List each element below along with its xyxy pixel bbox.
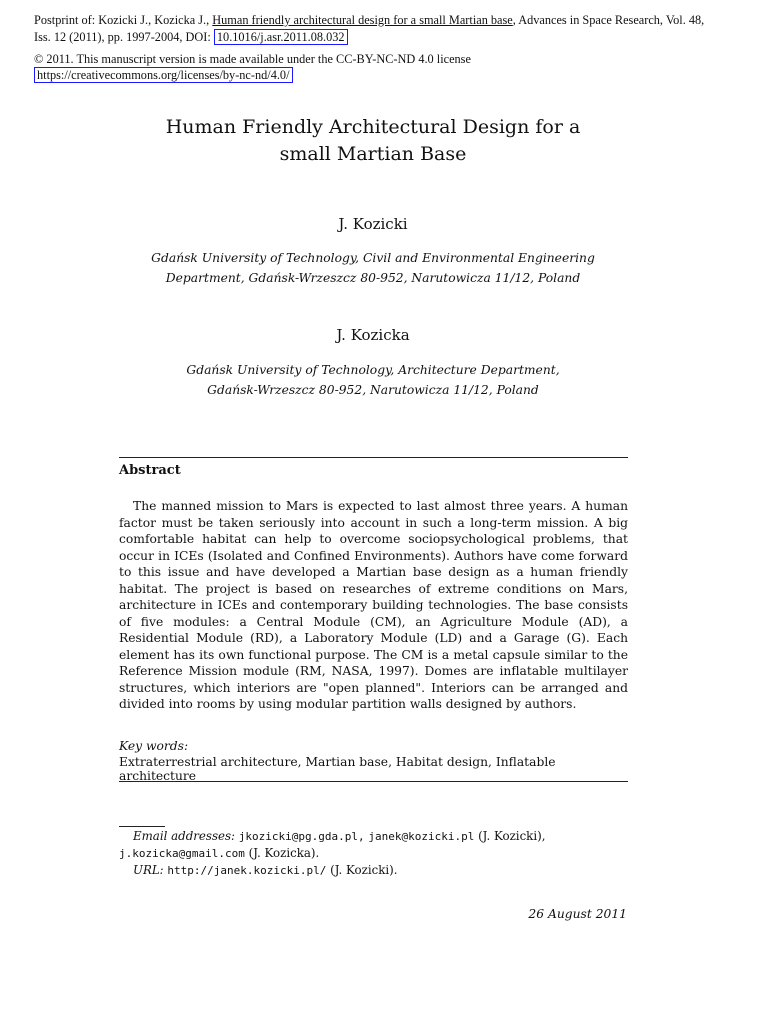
url-owner: (J. Kozicki). (330, 863, 398, 877)
email-link[interactable]: j.kozicka@gmail.com (119, 847, 245, 860)
keywords-label: Key words: (119, 739, 189, 753)
affiliation-line-2: Department, Gdańsk-Wrzeszcz 80-952, Narutowicza 11/12, Poland (165, 271, 581, 285)
email-owner: (J. Kozicka). (248, 846, 320, 860)
postprint-prefix: Postprint of: Kozicki J., Kozicka J., (34, 13, 213, 27)
title-line-2: small Martian Base (279, 143, 467, 165)
keywords: Extraterrestrial architecture, Martian base, Habitat design, Inflatable architecture (119, 755, 556, 783)
author-name: J. Kozicka (336, 326, 410, 344)
author-affiliation (0, 360, 746, 400)
email-link[interactable]: janek@kozicki.pl (368, 830, 475, 843)
postprint-note (34, 12, 749, 46)
homepage-link[interactable]: http://janek.kozicki.pl/ (167, 864, 327, 877)
author-affiliation (0, 248, 746, 288)
affiliation-line-2: Gdańsk-Wrzeszcz 80-952, Narutowicza 11/12, Poland (207, 383, 539, 397)
license-url-link[interactable]: https://creativecommons.org/licenses/by-nc-nd/4.0/ (34, 67, 293, 83)
footnote-rule (119, 826, 165, 827)
title-line-1: Human Friendly Architectural Design for a (165, 116, 581, 138)
email-owner: (J. Kozicki), (478, 829, 546, 843)
abstract-heading: Abstract (119, 463, 181, 478)
author-name: J. Kozicki (338, 215, 408, 233)
affiliation-line-1: Gdańsk University of Technology, Architecture Department, (186, 363, 560, 377)
email-link[interactable]: jkozicki@pg.gda.pl, (238, 830, 365, 843)
abstract-bottom-rule (119, 781, 628, 782)
license-text: © 2011. This manuscript version is made available under the CC-BY-NC-ND 4.0 license (34, 52, 471, 66)
footnote (119, 828, 639, 879)
license-note (34, 51, 734, 83)
email-label: Email addresses: (133, 829, 236, 843)
paper-title (100, 114, 646, 168)
abstract-text: The manned mission to Mars is expected to last almost three years. A human factor must be taken seriously into account in such a long-term mission. A big comfortable habitat can help to overcome sociopsychological problems, that occur in ICEs (Isolated and Confined Environments). Authors have come forward to this issue and have developed a Martian base design as a human friendly habitat. The project is based on researches of extreme conditions on Mars, architecture in ICEs and contemporary building technologies. The base consists of five modules: a Central Module (CM), an Agriculture Module (AD), a Residential Module (RD), a Laboratory Module (LD) and a Garage (G). Each element has its own functional purpose. The CM is a metal capsule similar to the Reference Mission module (RM, NASA, 1997). Domes are inflatable multilayer structures, which interiors are "open planned". Interiors can be arranged and divided into rooms by using modular partition walls designed by authors. (119, 499, 628, 711)
url-label: URL: (133, 863, 164, 877)
abstract-top-rule (119, 457, 628, 458)
postprint-issue: Iss. 12 (2011), pp. 1997-2004, DOI: (34, 30, 214, 44)
affiliation-line-1: Gdańsk University of Technology, Civil and Environmental Engineering (151, 251, 595, 265)
postprint-journal: , Advances in Space Research, Vol. 48, (512, 13, 705, 27)
manuscript-date: 26 August 2011 (528, 907, 627, 921)
doi-link[interactable]: 10.1016/j.asr.2011.08.032 (214, 29, 348, 45)
postprint-title-link[interactable]: Human friendly architectural design for a small Martian base (212, 13, 513, 27)
